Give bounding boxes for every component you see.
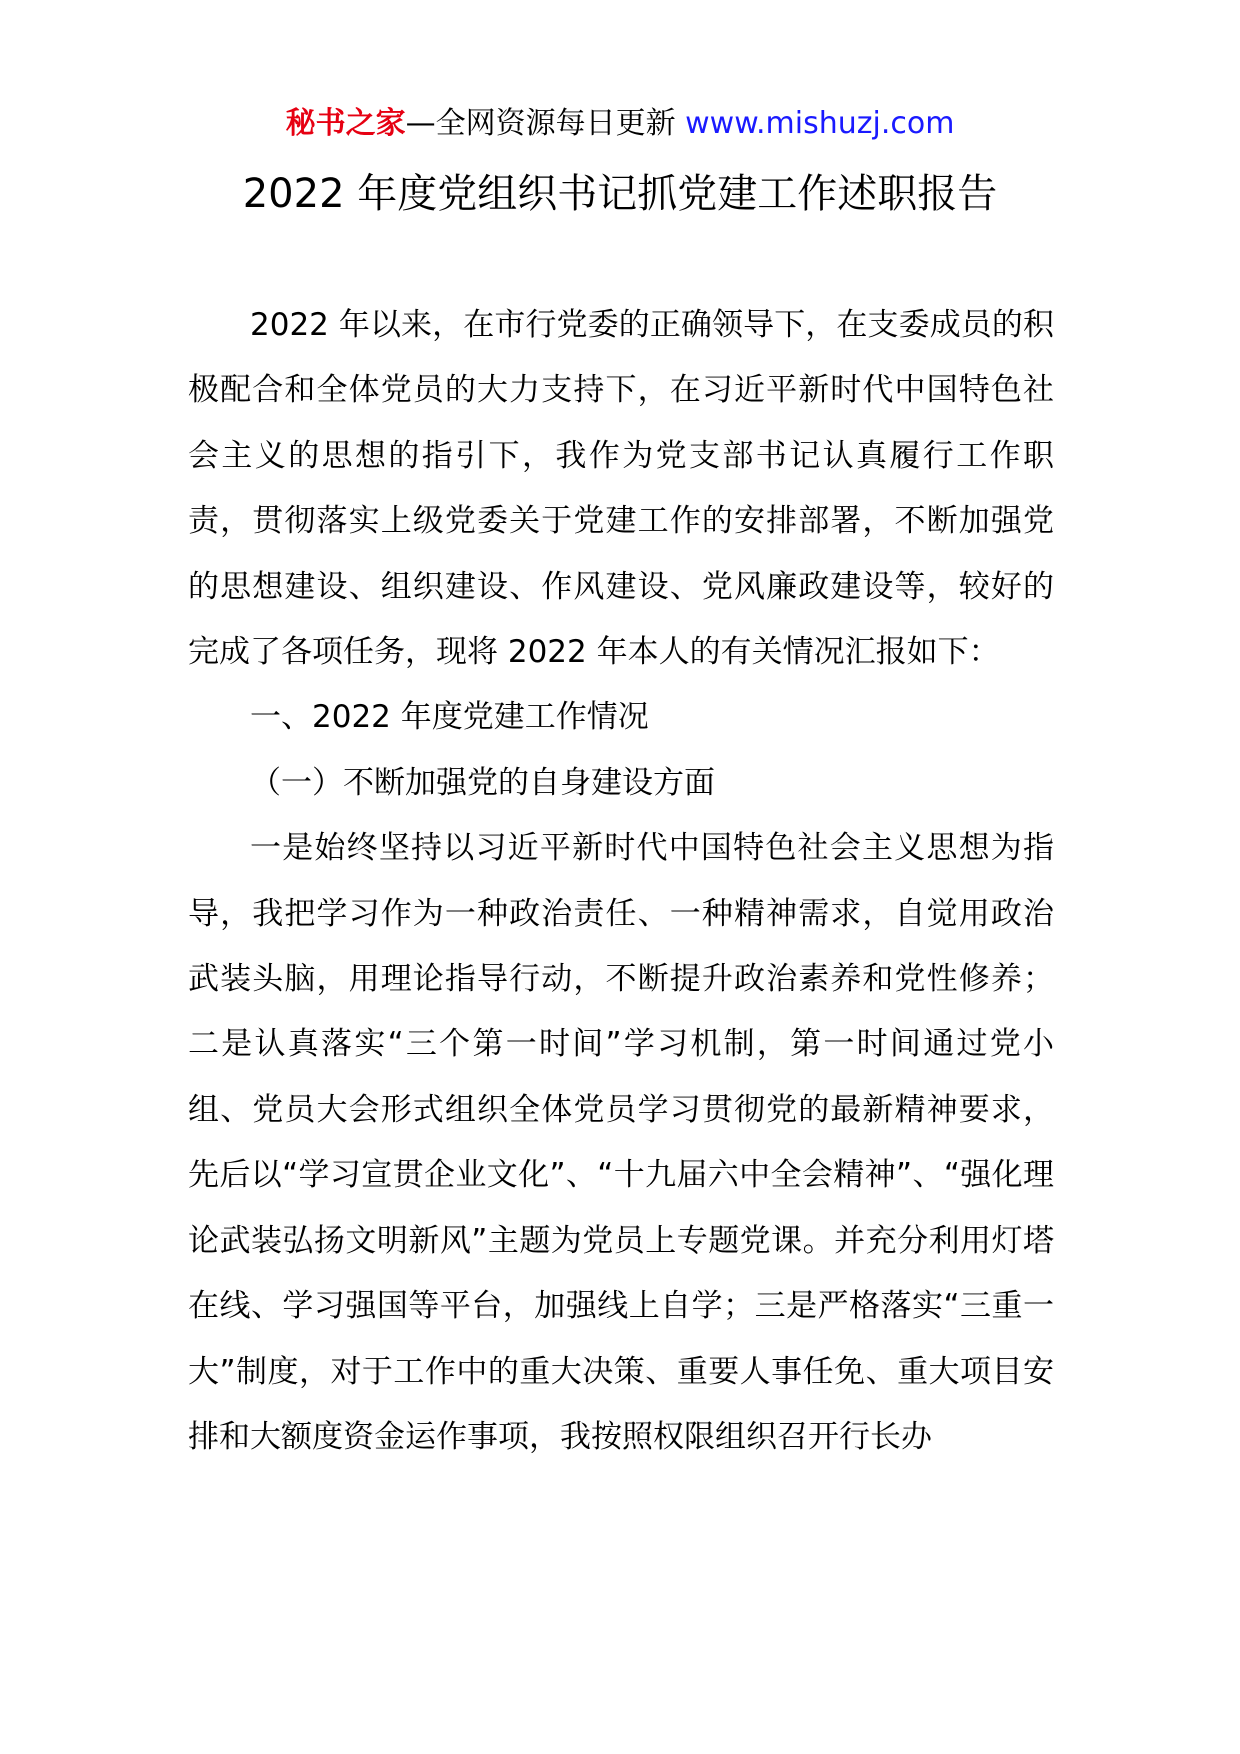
intro-paragraph: 2022 年以来，在市行党委的正确领导下，在支委成员的积极配合和全体党员的大力支持下，在习近平新时代中国特色社会主义的思想的指引下，我作为党支部书记认真履行工作职责，贯彻落实上级党委关于党建工作的安排部署，不断加强党的思想建设、组织建设、作风建设、党风廉政建设等，较好的完成了各项任务，现将 2022 年本人的有关情况汇报如下：	[188, 307, 1054, 671]
document-title: 2022 年度党组织书记抓党建工作述职报告	[242, 171, 998, 217]
body-paragraph-1: 一是始终坚持以习近平新时代中国特色社会主义思想为指导，我把学习作为一种政治责任、一种精神需求，自觉用政治武装头脑，用理论指导行动，不断提升政治素养和党性修养；二是认真落实“三个第一时间”学习机制，第一时间通过党小组、党员大会形式组织全体党员学习贯彻党的最新精神要求，先后以“学习宣贯企业文化”、“十九届六中全会精神”、“强化理论武装弘扬文明新风”主题为党员上专题党课。并充分利用灯塔在线、学习强国等平台，加强线上自学；三是严格落实“三重一大”制度，对于工作中的重大决策、重要人事任免、重大项目安排和大额度资金运作事项，我按照权限组织召开行长办	[188, 830, 1054, 1455]
subsection-heading-1: （一）不断加强党的自身建设方面	[250, 764, 715, 801]
site-url-link[interactable]: www.mishuzj.com	[685, 106, 955, 141]
site-tagline: —全网资源每日更新	[405, 106, 686, 141]
site-header	[0, 102, 1240, 146]
brand-name: 秘书之家	[285, 106, 406, 141]
document-body	[188, 293, 1054, 1470]
section-heading-1: 一、2022 年度党建工作情况	[250, 699, 649, 736]
